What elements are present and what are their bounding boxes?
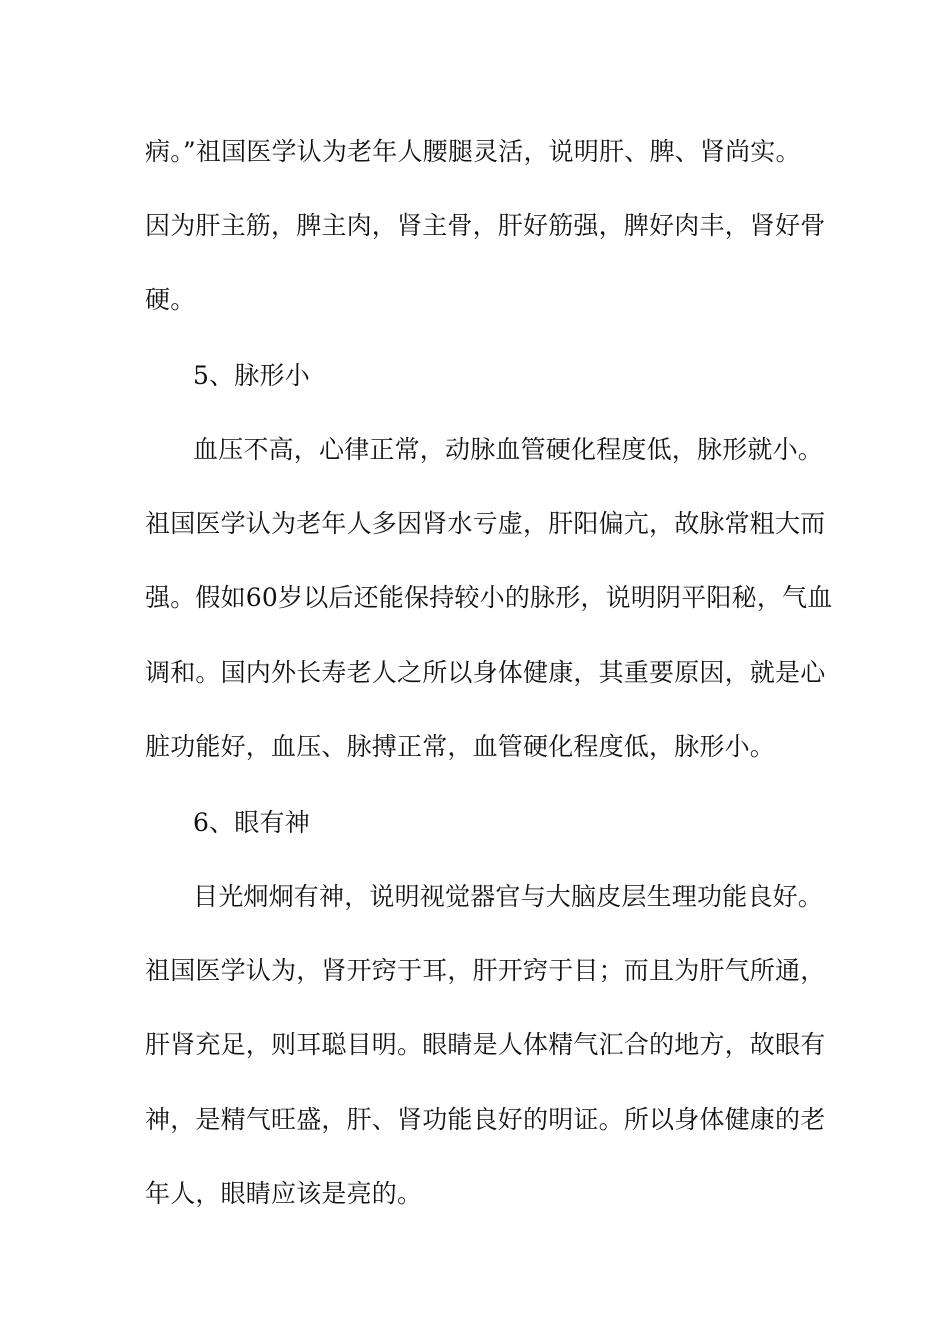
paragraph-line: 调和。国内外长寿老人之所以身体健康，其重要原因，就是心: [145, 658, 826, 687]
paragraph-line: 病。”祖国医学认为老年人腰腿灵活，说明肝、脾、肾尚实。: [145, 137, 801, 166]
paragraph-line: 强。假如60岁以后还能保持较小的脉形，说明阴平阳秘，气血: [145, 583, 833, 612]
section-heading-5: 5、脉形小: [193, 361, 310, 390]
paragraph-line: 目光炯炯有神，说明视觉器官与大脑皮层生理功能良好。: [193, 882, 824, 911]
paragraph-line: 神，是精气旺盛，肝、肾功能良好的明证。所以身体健康的老: [145, 1105, 826, 1134]
paragraph-line: 血压不高，心律正常，动脉血管硬化程度低，脉形就小。: [193, 435, 824, 464]
paragraph-line: 祖国医学认为，肾开窍于耳，肝开窍于目；而且为肝气所通，: [145, 956, 826, 985]
paragraph-line: 年人，眼睛应该是亮的。: [145, 1179, 423, 1208]
paragraph-line: 脏功能好，血压、脉搏正常，血管硬化程度低，脉形小。: [145, 732, 776, 761]
paragraph-line: 硬。: [145, 285, 196, 314]
paragraph-line: 肝肾充足，则耳聪目明。眼睛是人体精气汇合的地方，故眼有: [145, 1030, 826, 1059]
paragraph-line: 因为肝主筋，脾主肉，肾主骨，肝好筋强，脾好肉丰，肾好骨: [145, 211, 826, 240]
paragraph-line: 祖国医学认为老年人多因肾水亏虚，肝阳偏亢，故脉常粗大而: [145, 509, 826, 538]
section-heading-6: 6、眼有神: [193, 808, 310, 837]
